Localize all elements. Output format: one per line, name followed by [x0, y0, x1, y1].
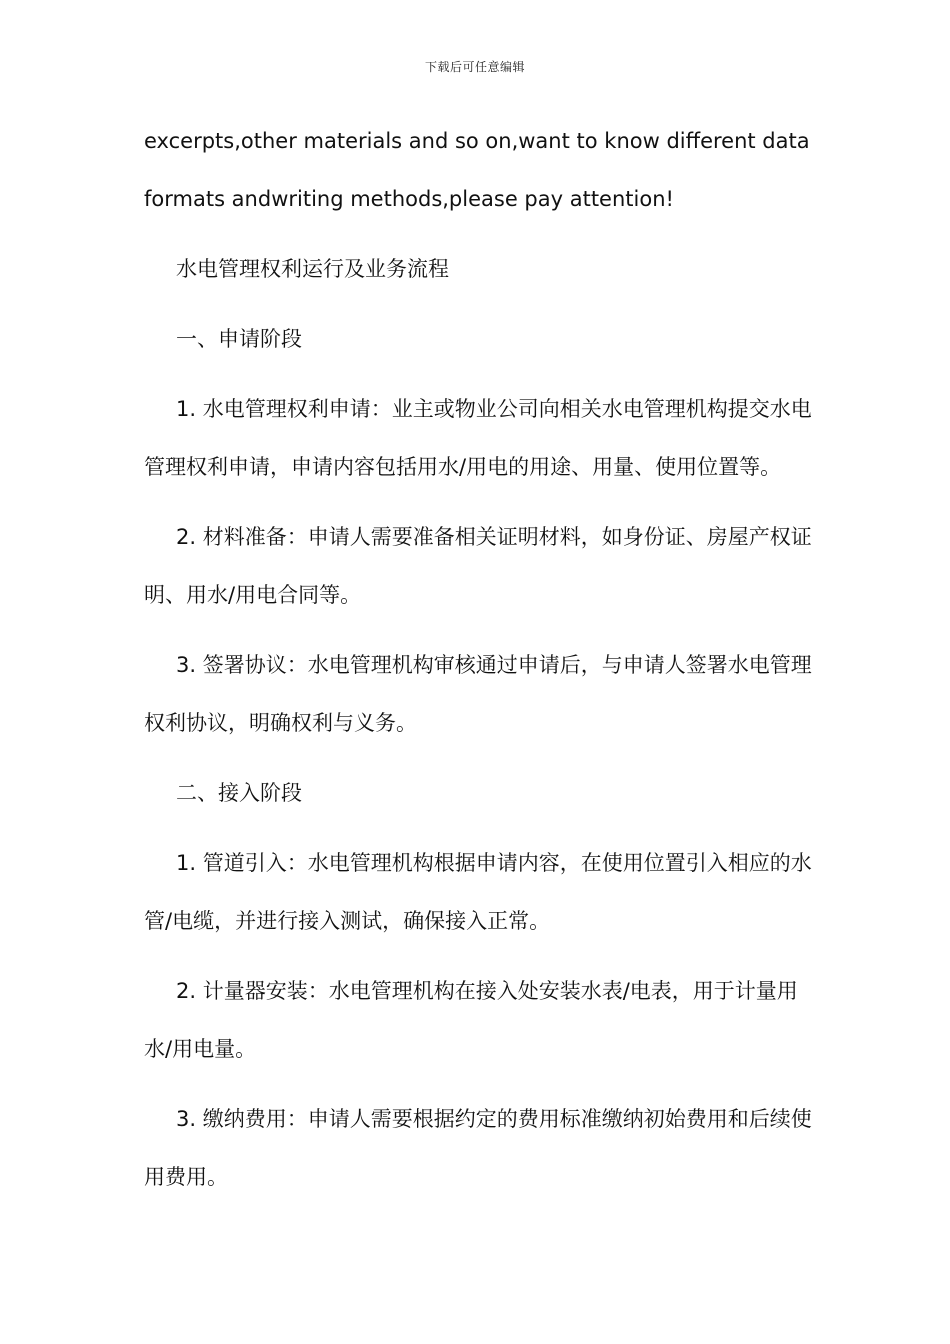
document-title: 水电管理权利运行及业务流程 [176, 257, 449, 281]
section1-item3-line2: 权利协议，明确权利与义务。 [144, 711, 417, 735]
page-header: 下载后可任意编辑 [424, 60, 525, 74]
section2-item3-line2: 用费用。 [144, 1165, 228, 1189]
section1-item1-line2: 管理权利申请，申请内容包括用水/用电的用途、用量、使用位置等。 [144, 455, 782, 479]
section1-item1-line1: 1. 水电管理权利申请：业主或物业公司向相关水电管理机构提交水电 [176, 397, 812, 421]
section-heading-2: 二、接入阶段 [176, 781, 302, 805]
document-body [144, 126, 812, 1192]
section1-item2-line1: 2. 材料准备：申请人需要准备相关证明材料，如身份证、房屋产权证 [176, 525, 812, 549]
section2-item2-line1: 2. 计量器安装：水电管理机构在接入处安装水表/电表，用于计量用 [176, 979, 798, 1003]
section1-item2-line2: 明、用水/用电合同等。 [144, 583, 362, 607]
intro-line-2: formats andwriting methods,please pay attention! [144, 187, 674, 211]
section2-item1-line1: 1. 管道引入：水电管理机构根据申请内容，在使用位置引入相应的水 [176, 851, 812, 875]
section2-item3-line1: 3. 缴纳费用：申请人需要根据约定的费用标准缴纳初始费用和后续使 [176, 1107, 812, 1131]
section1-item3-line1: 3. 签署协议：水电管理机构审核通过申请后，与申请人签署水电管理 [176, 653, 812, 677]
section2-item2-line2: 水/用电量。 [144, 1037, 257, 1061]
section2-item1-line2: 管/电缆，并进行接入测试，确保接入正常。 [144, 909, 551, 933]
section-heading-1: 一、申请阶段 [176, 327, 302, 351]
intro-line-1: excerpts,other materials and so on,want to know different data [144, 129, 810, 153]
